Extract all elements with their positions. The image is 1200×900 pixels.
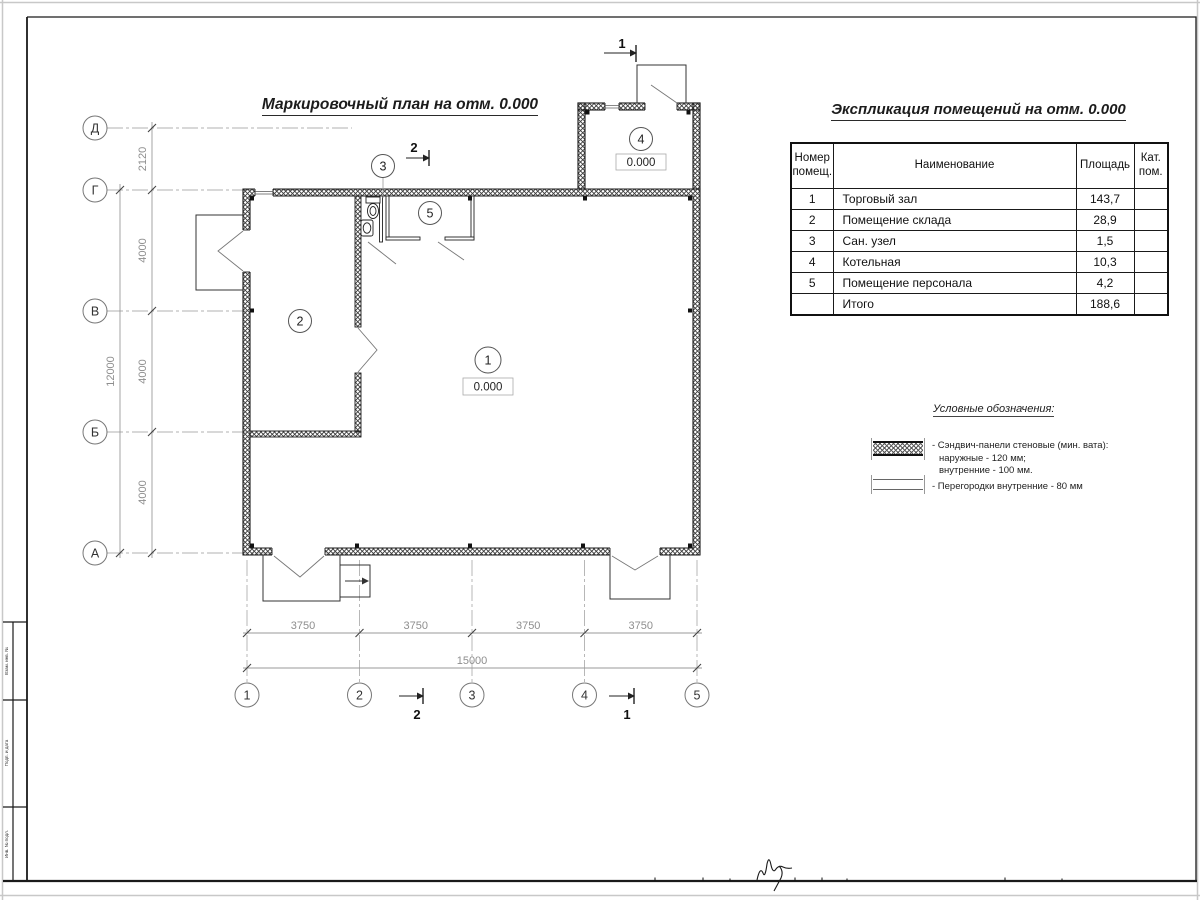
cell-name: Торговый зал [833, 189, 1076, 210]
section2-label-top: 2 [410, 140, 418, 155]
room4-right-wall [693, 103, 700, 189]
toilet-icon [366, 197, 380, 219]
room1-level-mark: 0.000 [473, 381, 503, 394]
cell-category [1134, 210, 1168, 231]
room-label-4: 4 [637, 132, 645, 147]
window-lines [255, 106, 619, 195]
dimension-lines [120, 122, 702, 668]
axis-label-3: 3 [468, 688, 476, 703]
section1-label-bottom: 1 [623, 707, 631, 722]
partition-symbol [873, 479, 923, 490]
room-schedule-table [790, 142, 1169, 316]
door-room5 [438, 242, 464, 260]
legend-item-2-text: - Перегородки внутренние - 80 мм [932, 481, 1083, 492]
walls [243, 103, 700, 555]
cell-area: 4,2 [1076, 273, 1134, 294]
cell-category [1134, 273, 1168, 294]
sink-icon [361, 220, 373, 236]
room4-left-wall [578, 103, 585, 189]
door-left-vestibule [218, 231, 243, 271]
dim-bottom-3: 3750 [515, 620, 541, 632]
dimension-labels [105, 147, 653, 667]
side-label-2: Подп. и дата [4, 739, 9, 767]
dimension-ticks [116, 124, 701, 672]
room4-porch [637, 65, 686, 103]
section1-label-top: 1 [618, 36, 626, 51]
entrance-direction-arrow [345, 578, 369, 585]
signature-scribble [757, 860, 792, 891]
table-row [791, 210, 1168, 231]
axis-label-v: В [90, 304, 100, 319]
column-markers [250, 111, 692, 548]
header-number: Номер помещ. [791, 143, 833, 189]
cell-area: 10,3 [1076, 252, 1134, 273]
dim-left-2: 4000 [137, 238, 149, 263]
room-label-1: 1 [484, 353, 492, 368]
legend-tick [871, 438, 872, 460]
room-label-2: 2 [296, 314, 304, 329]
axis-label-b: Б [90, 425, 100, 440]
dim-left-4: 4000 [137, 480, 149, 505]
table-row [791, 273, 1168, 294]
cell-category [1134, 252, 1168, 273]
axis-label-a: А [90, 546, 100, 561]
schedule-title: Экспликация помещений на отм. 0.000 [790, 101, 1167, 118]
cell-total-area: 188,6 [1076, 294, 1134, 316]
door-leaves [218, 85, 677, 577]
cell-name: Котельная [833, 252, 1076, 273]
room4-top-wall [578, 103, 700, 110]
axis-label-d: Д [90, 121, 100, 136]
header-category: Кат. пом. [1134, 143, 1168, 189]
cell-number: 3 [791, 231, 833, 252]
axis-label-g: Г [91, 183, 99, 198]
cell-category [1134, 294, 1168, 316]
axis-markers [83, 116, 709, 707]
door-room4 [651, 85, 677, 103]
cell-number [791, 294, 833, 316]
entrance-vestibule-right [610, 555, 670, 599]
interior-wall-b [355, 373, 361, 432]
side-label-1: Взам. инв. № [4, 647, 9, 675]
room-label-5: 5 [426, 206, 434, 221]
cell-name: Помещение склада [833, 210, 1076, 231]
entrance-vestibule-left [263, 555, 340, 601]
axis-marker-labels [91, 122, 701, 703]
door-entrance-left [274, 556, 324, 577]
schedule-header-row [791, 143, 1168, 189]
interior-wall-c [250, 431, 361, 437]
door-room3 [368, 242, 396, 264]
axis-label-1: 1 [243, 688, 251, 703]
door-room2 [358, 328, 377, 372]
cell-total-label: Итого [833, 294, 1076, 316]
section2-label-bottom: 2 [413, 707, 421, 722]
axis-label-5: 5 [693, 688, 701, 703]
cell-name: Сан. узел [833, 231, 1076, 252]
cell-category [1134, 231, 1168, 252]
annex-outlines [196, 65, 686, 601]
cell-area: 1,5 [1076, 231, 1134, 252]
room-label-3: 3 [379, 159, 387, 174]
dim-bottom-4: 3750 [628, 620, 654, 632]
dim-left-total: 12000 [105, 356, 117, 387]
legend-item-1-text: - Сэндвич-панели стеновые (мин. вата): наружные - 120 мм; внутренние - 100 мм. [932, 440, 1109, 476]
legend-tick [871, 475, 872, 494]
cell-category [1134, 189, 1168, 210]
axis-label-4: 4 [581, 688, 588, 703]
interior-wall-a [355, 196, 361, 327]
cell-area: 143,7 [1076, 189, 1134, 210]
table-total-row [791, 294, 1168, 316]
header-area: Площадь [1076, 143, 1134, 189]
dim-bottom-2: 3750 [403, 620, 429, 632]
side-label-3: Инв. № подл. [4, 829, 9, 859]
cell-number: 5 [791, 273, 833, 294]
cell-number: 2 [791, 210, 833, 231]
cell-number: 1 [791, 189, 833, 210]
dim-bottom-total: 15000 [456, 655, 488, 667]
table-row [791, 252, 1168, 273]
legend-tick [924, 475, 925, 494]
header-name: Наименование [833, 143, 1076, 189]
door-entrance-right [612, 556, 658, 570]
table-row [791, 231, 1168, 252]
axis-lines [107, 128, 697, 683]
axis-label-2: 2 [356, 688, 363, 703]
cell-name: Помещение персонала [833, 273, 1076, 294]
cell-area: 28,9 [1076, 210, 1134, 231]
room4-level-mark: 0.000 [626, 157, 656, 169]
legend-tick [924, 438, 925, 460]
dim-left-1: 2120 [137, 146, 149, 172]
table-row [791, 189, 1168, 210]
outer-wall [243, 189, 700, 555]
room-markers [289, 128, 667, 396]
dim-bottom-1: 3750 [290, 620, 316, 632]
legend-title: Условные обозначения: [933, 403, 1055, 415]
sandwich-panel-symbol [873, 441, 923, 456]
plan-title: Маркировочный план на отм. 0.000 [240, 96, 560, 114]
frame-side-labels [4, 647, 9, 858]
dim-left-3: 4000 [137, 359, 149, 384]
cell-number: 4 [791, 252, 833, 273]
